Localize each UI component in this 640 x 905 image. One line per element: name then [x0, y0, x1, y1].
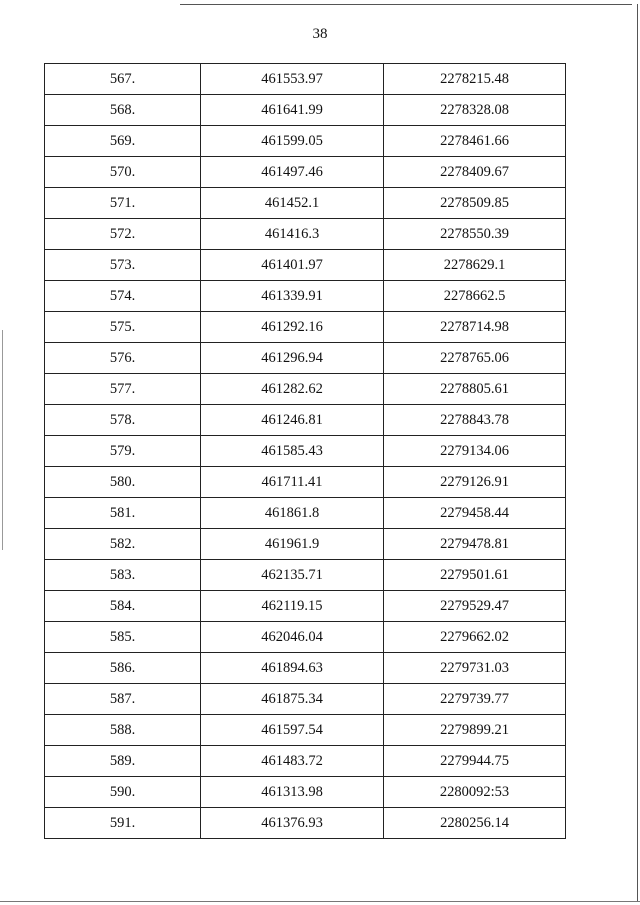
table-row	[45, 498, 566, 529]
table-row	[45, 808, 566, 839]
table-row	[45, 64, 566, 95]
point-number-cell: 570.	[45, 157, 201, 188]
x-coordinate-cell: 461599.05	[201, 126, 384, 157]
x-coordinate-cell: 461376.93	[201, 808, 384, 839]
y-coordinate-cell: 2278550.39	[384, 219, 566, 250]
table-row	[45, 653, 566, 684]
table-row	[45, 374, 566, 405]
x-coordinate-cell: 461246.81	[201, 405, 384, 436]
table-row	[45, 777, 566, 808]
table-row	[45, 467, 566, 498]
table-row	[45, 436, 566, 467]
x-coordinate-cell: 461401.97	[201, 250, 384, 281]
point-number-cell: 584.	[45, 591, 201, 622]
point-number-cell: 580.	[45, 467, 201, 498]
point-number-cell: 573.	[45, 250, 201, 281]
point-number-cell: 572.	[45, 219, 201, 250]
y-coordinate-cell: 2279478.81	[384, 529, 566, 560]
x-coordinate-cell: 461452.1	[201, 188, 384, 219]
page-number: 38	[312, 26, 328, 42]
point-number-cell: 590.	[45, 777, 201, 808]
point-number-cell: 574.	[45, 281, 201, 312]
point-number-cell: 588.	[45, 715, 201, 746]
y-coordinate-cell: 2279944.75	[384, 746, 566, 777]
table-row	[45, 684, 566, 715]
y-coordinate-cell: 2278215.48	[384, 64, 566, 95]
coordinate-table-body	[45, 64, 566, 839]
y-coordinate-cell: 2279731.03	[384, 653, 566, 684]
y-coordinate-cell: 2279662.02	[384, 622, 566, 653]
table-row	[45, 591, 566, 622]
point-number-cell: 578.	[45, 405, 201, 436]
x-coordinate-cell: 461313.98	[201, 777, 384, 808]
point-number-cell: 581.	[45, 498, 201, 529]
x-coordinate-cell: 461553.97	[201, 64, 384, 95]
point-number-cell: 577.	[45, 374, 201, 405]
table-row	[45, 250, 566, 281]
y-coordinate-cell: 2278765.06	[384, 343, 566, 374]
table-row	[45, 281, 566, 312]
table-row	[45, 746, 566, 777]
y-coordinate-cell: 2278714.98	[384, 312, 566, 343]
scan-edge-right	[637, 4, 638, 902]
table-row	[45, 405, 566, 436]
x-coordinate-cell: 461282.62	[201, 374, 384, 405]
x-coordinate-cell: 461711.41	[201, 467, 384, 498]
x-coordinate-cell: 461894.63	[201, 653, 384, 684]
y-coordinate-cell: 2280256.14	[384, 808, 566, 839]
x-coordinate-cell: 461585.43	[201, 436, 384, 467]
point-number-cell: 582.	[45, 529, 201, 560]
point-number-cell: 575.	[45, 312, 201, 343]
table-row	[45, 343, 566, 374]
scan-edge-left	[2, 330, 3, 550]
y-coordinate-cell: 2278461.66	[384, 126, 566, 157]
y-coordinate-cell: 2279458.44	[384, 498, 566, 529]
scan-edge-top	[180, 4, 632, 5]
point-number-cell: 567.	[45, 64, 201, 95]
y-coordinate-cell: 2279126.91	[384, 467, 566, 498]
point-number-cell: 583.	[45, 560, 201, 591]
table-row	[45, 529, 566, 560]
point-number-cell: 576.	[45, 343, 201, 374]
scan-edge-bottom	[0, 901, 640, 902]
x-coordinate-cell: 462119.15	[201, 591, 384, 622]
y-coordinate-cell: 2278662.5	[384, 281, 566, 312]
y-coordinate-cell: 2278409.67	[384, 157, 566, 188]
y-coordinate-cell: 2278805.61	[384, 374, 566, 405]
x-coordinate-cell: 461875.34	[201, 684, 384, 715]
x-coordinate-cell: 461292.16	[201, 312, 384, 343]
point-number-cell: 587.	[45, 684, 201, 715]
y-coordinate-cell: 2278629.1	[384, 250, 566, 281]
point-number-cell: 585.	[45, 622, 201, 653]
point-number-cell: 579.	[45, 436, 201, 467]
y-coordinate-cell: 2279134.06	[384, 436, 566, 467]
table-row	[45, 622, 566, 653]
point-number-cell: 568.	[45, 95, 201, 126]
y-coordinate-cell: 2278328.08	[384, 95, 566, 126]
y-coordinate-cell: 2279501.61	[384, 560, 566, 591]
table-row	[45, 157, 566, 188]
table-row	[45, 126, 566, 157]
coordinate-table	[44, 63, 566, 839]
x-coordinate-cell: 461339.91	[201, 281, 384, 312]
table-row	[45, 312, 566, 343]
y-coordinate-cell: 2278509.85	[384, 188, 566, 219]
point-number-cell: 571.	[45, 188, 201, 219]
table-row	[45, 188, 566, 219]
point-number-cell: 589.	[45, 746, 201, 777]
table-row	[45, 219, 566, 250]
x-coordinate-cell: 461416.3	[201, 219, 384, 250]
x-coordinate-cell: 462046.04	[201, 622, 384, 653]
x-coordinate-cell: 461483.72	[201, 746, 384, 777]
x-coordinate-cell: 461296.94	[201, 343, 384, 374]
x-coordinate-cell: 461497.46	[201, 157, 384, 188]
table-row	[45, 95, 566, 126]
point-number-cell: 591.	[45, 808, 201, 839]
y-coordinate-cell: 2279529.47	[384, 591, 566, 622]
x-coordinate-cell: 461961.9	[201, 529, 384, 560]
table-row	[45, 560, 566, 591]
point-number-cell: 586.	[45, 653, 201, 684]
y-coordinate-cell: 2278843.78	[384, 405, 566, 436]
x-coordinate-cell: 462135.71	[201, 560, 384, 591]
y-coordinate-cell: 2279899.21	[384, 715, 566, 746]
y-coordinate-cell: 2279739.77	[384, 684, 566, 715]
y-coordinate-cell: 2280092:53	[384, 777, 566, 808]
x-coordinate-cell: 461641.99	[201, 95, 384, 126]
x-coordinate-cell: 461861.8	[201, 498, 384, 529]
x-coordinate-cell: 461597.54	[201, 715, 384, 746]
point-number-cell: 569.	[45, 126, 201, 157]
table-row	[45, 715, 566, 746]
